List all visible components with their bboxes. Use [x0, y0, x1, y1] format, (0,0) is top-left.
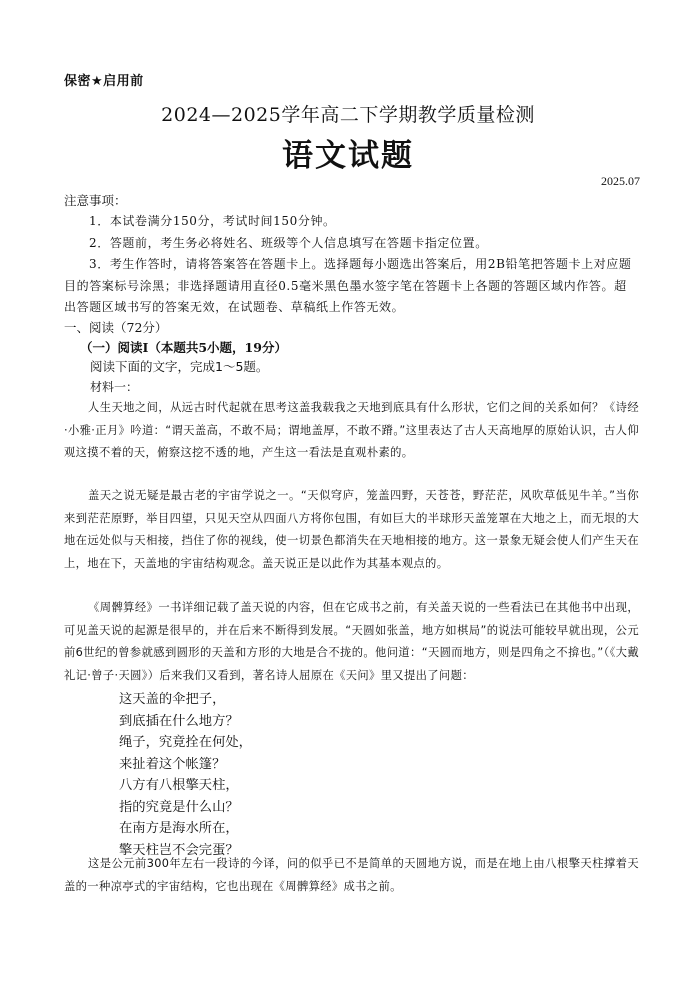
notice-heading: 注意事项： — [64, 193, 127, 208]
subject-title: 语文试题 — [282, 138, 414, 174]
part-heading: （一）阅读Ⅰ（本题共5小题，19分） — [80, 340, 287, 355]
notice-item: 3．考生作答时，请将答案答在答题卡上。选择题每小题选出答案后，用2B铅笔把答题卡上对应题目的答案标号涂黑；非选择题请用直径0.5毫米黑色墨水签字笔在答题卡上各题的答题区域内作答。超出答题区域书写的答案无效，在试题卷、草稿纸上作答无效。 — [64, 257, 632, 315]
poem-line: 擎天柱岂不会完蛋？ — [119, 842, 239, 858]
notice-item: 1．本试卷满分150分，考试时间150分钟。 — [89, 214, 336, 228]
confidential-label: 保密★启用前 — [64, 74, 144, 89]
paragraph-text: 这是公元前300年左右一段诗的今译，问的似乎已不是简单的天圆地方说，而是在地上由八根擎天柱撑着天盖的一种凉亭式的宇宙结构，它也出现在《周髀算经》成书之前。 — [64, 857, 639, 893]
notice-item: 2．答题前，考生务必将姓名、班级等个人信息填写在答题卡指定位置。 — [89, 235, 488, 250]
poem-line: 到底插在什么地方？ — [119, 713, 239, 729]
poem-line: 在南方是海水所在， — [119, 821, 239, 836]
notice-list — [64, 211, 639, 319]
poem-line: 绳子，究竟拴在何处， — [119, 735, 252, 750]
paragraph — [64, 485, 639, 575]
paragraph-text: 盖天之说无疑是最古老的宇宙学说之一。“天似穹庐，笼盖四野，天苍苍，野茫茫，风吹草低见牛羊。”当你来到茫茫原野，举目四望，只见天空从四面八方将你包围，有如巨大的半球形天盖笼罩在大地之上，而无垠的大地在远处似与天相接，挡住了你的视线，使一切景色都消失在天地相接的地方。这一景象无疑会使人们产生天在上，地在下，天盖地的宇宙结构观念。盖天说正是以此作为其基本观点的。 — [64, 489, 639, 570]
paragraph — [64, 853, 639, 898]
exam-date: 2025.07 — [601, 174, 640, 188]
instruction: 阅读下面的文字，完成1～5题。 — [90, 359, 269, 374]
paragraph — [64, 397, 639, 465]
material-label: 材料一： — [90, 380, 139, 394]
poem-line: 来扯着这个帐篷？ — [119, 756, 226, 772]
poem-line: 这天盖的伞把子， — [119, 692, 226, 707]
section-heading: 一、阅读（72分） — [64, 320, 168, 335]
poem-line: 八方有八根擎天柱， — [119, 778, 239, 793]
exam-title: 2024—2025学年高二下学期教学质量检测 — [161, 104, 535, 126]
paragraph-text: 《周髀算经》一书详细记载了盖天说的内容，但在它成书之前，有关盖天说的一些看法已在其他书中出现，可见盖天说的起源是很早的，并在后来不断得到发展。“天圆如张盖，地方如棋局”的说法可能较早就出现，公元前6世纪的曾参就感到圆形的天盖和方形的大地是合不拢的。他问道：“天圆而地方，则是四角之不揜也。”（《大戴礼记·曾子·天圆》）后来我们又看到，著名诗人屈原在《天问》里又提出了问题： — [64, 601, 639, 682]
poem-line: 指的究竟是什么山？ — [119, 799, 239, 815]
poem — [119, 689, 252, 861]
paragraph-text: 人生天地之间，从远古时代起就在思考这盖我载我之天地到底具有什么形状，它们之间的关系如何？《诗经·小雅·正月》吟道：“谓天盖高，不敢不局；谓地盖厚，不敢不蹐。”这里表达了古人天高地厚的原始认识，古人仰观这摸不着的天，俯察这挖不透的地，产生这一看法是直观朴素的。 — [64, 401, 639, 460]
paragraph — [64, 597, 639, 687]
